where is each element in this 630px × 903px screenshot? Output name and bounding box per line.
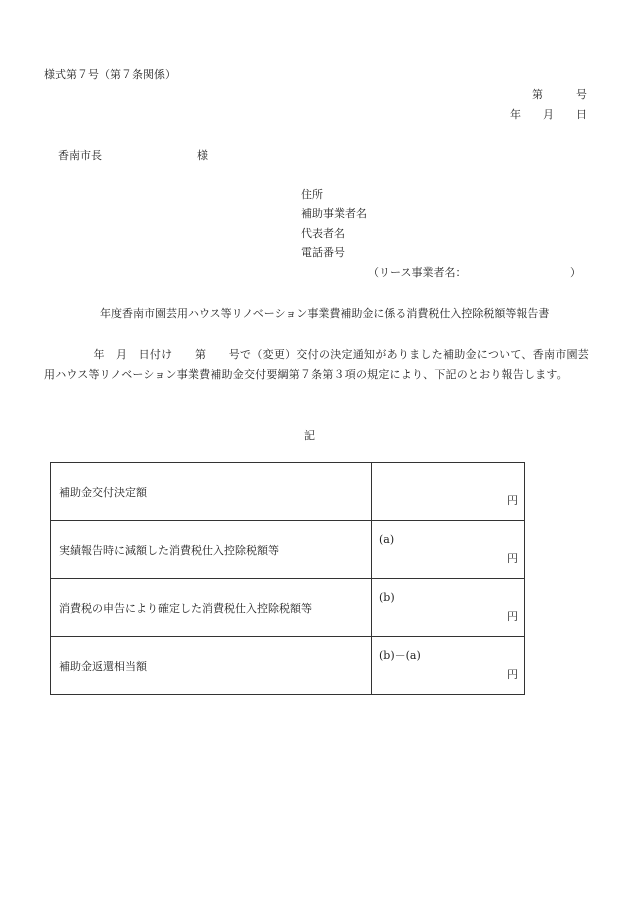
row-label: 補助金返還相当額 <box>51 637 372 695</box>
table-row <box>51 579 525 637</box>
row-label: 消費税の申告により確定した消費税仕入控除税額等 <box>51 579 372 637</box>
applicant-business-name-label: 補助事業者名 <box>301 207 367 220</box>
addressee-honorific: 様 <box>197 149 208 162</box>
table-row <box>51 521 525 579</box>
yen-unit: 円 <box>507 668 518 681</box>
lease-company-suffix: ） <box>570 266 581 279</box>
row-value-cell <box>372 637 525 695</box>
body-paragraph: 年 月 日付け 第 号で（変更）交付の決定通知がありました補助金について、香南市園芸用ハウス等リノベーション事業費補助金交付要綱第７条第３項の規定により、下記のとおり報告します。 <box>44 348 589 381</box>
applicant-representative-label: 代表者名 <box>301 227 345 240</box>
table-row <box>51 463 525 521</box>
row-note: (b)－(a) <box>379 649 421 662</box>
applicant-phone-label: 電話番号 <box>301 246 345 259</box>
yen-unit: 円 <box>507 610 518 623</box>
ki-heading: 記 <box>304 429 315 442</box>
form-label: 様式第７号（第７条関係） <box>44 68 176 81</box>
document-title: 年度香南市園芸用ハウス等リノベーション事業費補助金に係る消費税仕入控除税額等報告書 <box>100 307 550 320</box>
row-value-cell <box>372 463 525 521</box>
lease-company-prefix: （リース事業者名： <box>368 266 467 279</box>
row-label: 実績報告時に減額した消費税仕入控除税額等 <box>51 521 372 579</box>
document-number: 第 号 <box>532 88 587 101</box>
applicant-address-label: 住所 <box>301 188 323 201</box>
row-note: (a) <box>379 533 395 546</box>
row-note: (b) <box>379 591 395 604</box>
table-row <box>51 637 525 695</box>
row-label: 補助金交付決定額 <box>51 463 372 521</box>
document-date: 年 月 日 <box>510 108 587 121</box>
yen-unit: 円 <box>507 552 518 565</box>
yen-unit: 円 <box>507 494 518 507</box>
report-table <box>50 462 525 695</box>
addressee-name: 香南市長 <box>58 149 102 162</box>
row-value-cell <box>372 521 525 579</box>
row-value-cell <box>372 579 525 637</box>
